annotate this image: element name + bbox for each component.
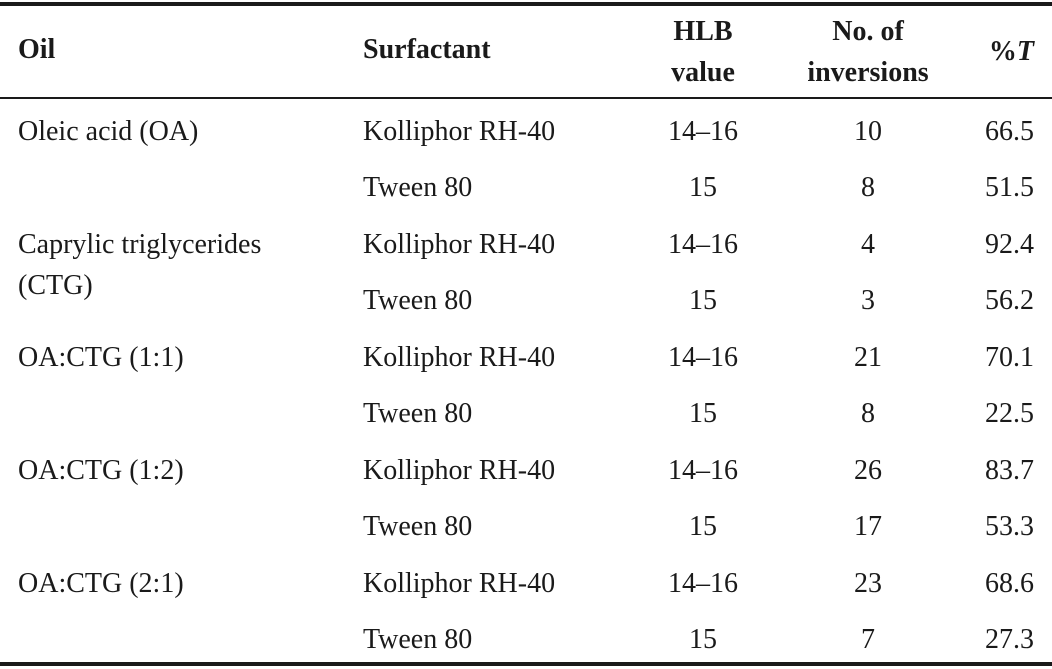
hlb-cell: 14–16 <box>668 342 738 373</box>
surfactant-cell: Tween 80 <box>363 624 473 655</box>
percent-t-cell: 56.2 <box>985 285 1034 316</box>
percent-t-cell: 70.1 <box>985 342 1034 373</box>
percent-t-cell: 83.7 <box>985 455 1034 486</box>
header-oil: Oil <box>18 34 56 65</box>
percent-t-cell: 51.5 <box>985 172 1034 203</box>
header-hlb-line2: value <box>671 57 735 88</box>
surfactant-cell: Tween 80 <box>363 172 473 203</box>
hlb-cell: 14–16 <box>668 116 738 147</box>
percent-t-cell: 22.5 <box>985 398 1034 429</box>
table-top-rule <box>0 2 1052 6</box>
inversions-cell: 8 <box>861 398 875 429</box>
surfactant-cell: Tween 80 <box>363 285 473 316</box>
surfactant-cell: Tween 80 <box>363 511 473 542</box>
oil-label: OA:CTG (2:1) <box>18 568 184 599</box>
header-percent-sign: % <box>988 36 1017 67</box>
hlb-cell: 15 <box>689 398 717 429</box>
header-inversions-line2: inversions <box>807 57 929 88</box>
inversions-cell: 23 <box>854 568 882 599</box>
oil-label-continued: (CTG) <box>18 270 93 301</box>
header-inversions-line1: No. of <box>832 16 904 47</box>
inversions-cell: 26 <box>854 455 882 486</box>
hlb-cell: 15 <box>689 511 717 542</box>
percent-t-cell: 27.3 <box>985 624 1034 655</box>
oil-label: Oleic acid (OA) <box>18 116 199 147</box>
surfactant-cell: Tween 80 <box>363 398 473 429</box>
percent-t-cell: 66.5 <box>985 116 1034 147</box>
inversions-cell: 3 <box>861 285 875 316</box>
inversions-cell: 8 <box>861 172 875 203</box>
inversions-cell: 4 <box>861 229 875 260</box>
percent-t-cell: 68.6 <box>985 568 1034 599</box>
header-hlb-line1: HLB <box>673 16 733 47</box>
surfactant-cell: Kolliphor RH-40 <box>363 229 556 260</box>
header-percent-t <box>940 35 1034 68</box>
hlb-cell: 15 <box>689 285 717 316</box>
header-surfactant: Surfactant <box>363 34 491 65</box>
inversions-cell: 10 <box>854 116 882 147</box>
table-bottom-rule <box>0 662 1052 666</box>
hlb-cell: 15 <box>689 624 717 655</box>
oil-label: OA:CTG (1:2) <box>18 455 184 486</box>
inversions-cell: 17 <box>854 511 882 542</box>
surfactant-cell: Kolliphor RH-40 <box>363 568 556 599</box>
hlb-cell: 15 <box>689 172 717 203</box>
header-t-symbol: T <box>1016 36 1034 67</box>
hlb-cell: 14–16 <box>668 229 738 260</box>
surfactant-cell: Kolliphor RH-40 <box>363 116 556 147</box>
inversions-cell: 21 <box>854 342 882 373</box>
surfactant-cell: Kolliphor RH-40 <box>363 455 556 486</box>
percent-t-cell: 53.3 <box>985 511 1034 542</box>
oil-label: OA:CTG (1:1) <box>18 342 184 373</box>
hlb-cell: 14–16 <box>668 568 738 599</box>
hlb-cell: 14–16 <box>668 455 738 486</box>
surfactant-cell: Kolliphor RH-40 <box>363 342 556 373</box>
header-rule <box>0 97 1052 99</box>
oil-label: Caprylic triglycerides <box>18 229 262 260</box>
percent-t-cell: 92.4 <box>985 229 1034 260</box>
inversions-cell: 7 <box>861 624 875 655</box>
